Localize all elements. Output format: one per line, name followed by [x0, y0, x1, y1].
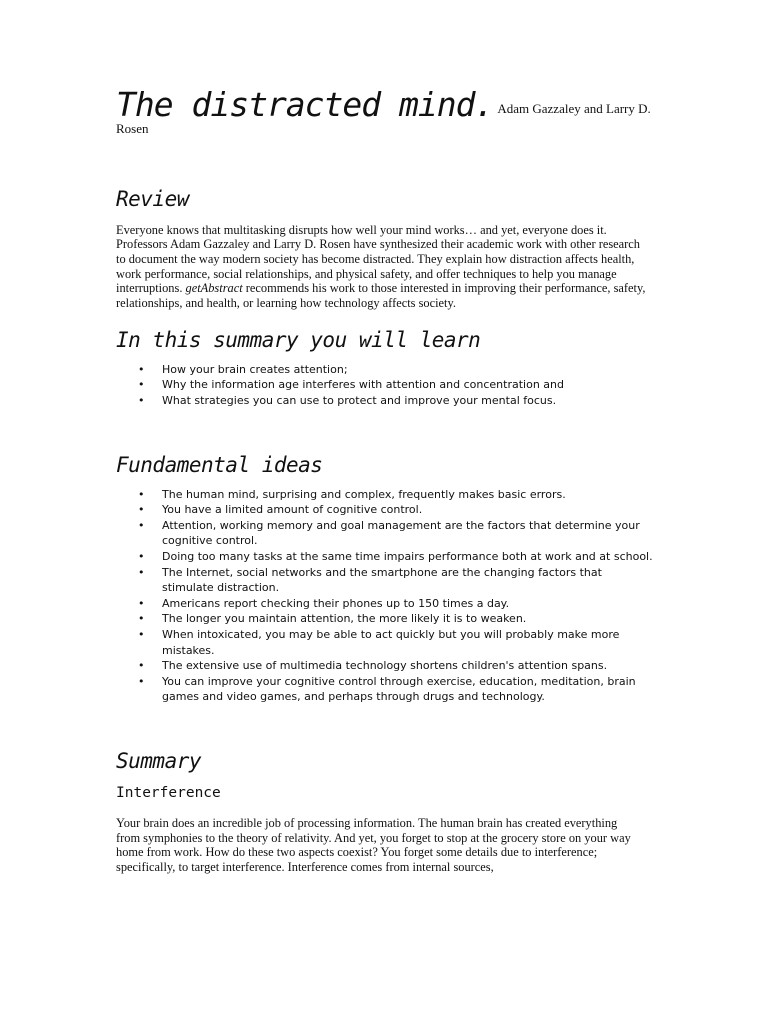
list-item: • The extensive use of multimedia technology shortens children's attention spans.	[116, 658, 656, 674]
list-item: • Americans report checking their phones up to 150 times a day.	[116, 596, 656, 612]
document-title: The distracted mind.	[116, 85, 494, 124]
list-item: • The Internet, social networks and the smartphone are the changing factors that stimulate distraction.	[116, 565, 656, 596]
list-item: • You can improve your cognitive control through exercise, education, meditation, brain games and video games, and perhaps through drugs and technology.	[116, 674, 656, 705]
list-item: • The longer you maintain attention, the more likely it is to weaken.	[116, 611, 656, 627]
interference-subheading: Interference	[116, 784, 221, 801]
list-item: • Attention, working memory and goal management are the factors that determine your cognitive control.	[116, 518, 656, 549]
learn-list	[116, 362, 652, 409]
review-heading: Review	[116, 186, 189, 211]
list-item: • Doing too many tasks at the same time impairs performance both at work and at school.	[116, 549, 656, 565]
fundamental-list	[116, 487, 656, 705]
review-paragraph	[116, 223, 652, 311]
learn-heading: In this summary you will learn	[116, 327, 481, 352]
list-item: • You have a limited amount of cognitive control.	[116, 502, 656, 518]
review-text-start: Everyone knows that multitasking disrupts how well your mind works… and yet, everyone does it. Professors Adam Gazzaley and Larry D. Rosen have synthesized their academic work with other research to document the way modern society has become distracted. They explain how distraction affects health, work performance, social relationships, and physical safety, and offer techniques to help you manage interruptions.	[116, 222, 640, 296]
brand-name: getAbstract	[185, 281, 243, 296]
document-authors-continued: Rosen	[116, 120, 149, 136]
list-item: • Why the information age interferes with attention and concentration and	[116, 377, 652, 393]
summary-heading: Summary	[116, 748, 202, 773]
list-item: • When intoxicated, you may be able to act quickly but you will probably make more mistakes.	[116, 627, 656, 658]
summary-paragraph: Your brain does an incredible job of processing information. The human brain has created everything from symphonies to the theory of relativity. And yet, you forget to stop at the grocery store on your way home from work. How do these two aspects coexist? You forget some details due to interference; specifically, to target interference. Interference comes from internal sources,	[116, 815, 631, 875]
document-authors: Adam Gazzaley and Larry D.	[497, 101, 651, 116]
fundamental-heading: Fundamental ideas	[116, 452, 323, 477]
review-text-end: recommends his work to those interested in improving their performance, safety, relationships, and health, or learning how technology affects society.	[116, 281, 646, 311]
list-item: • The human mind, surprising and complex, frequently makes basic errors.	[116, 487, 656, 503]
title-block	[116, 85, 652, 124]
document-page	[116, 85, 653, 875]
list-item: • What strategies you can use to protect and improve your mental focus.	[116, 393, 652, 409]
list-item: • How your brain creates attention;	[116, 362, 652, 378]
